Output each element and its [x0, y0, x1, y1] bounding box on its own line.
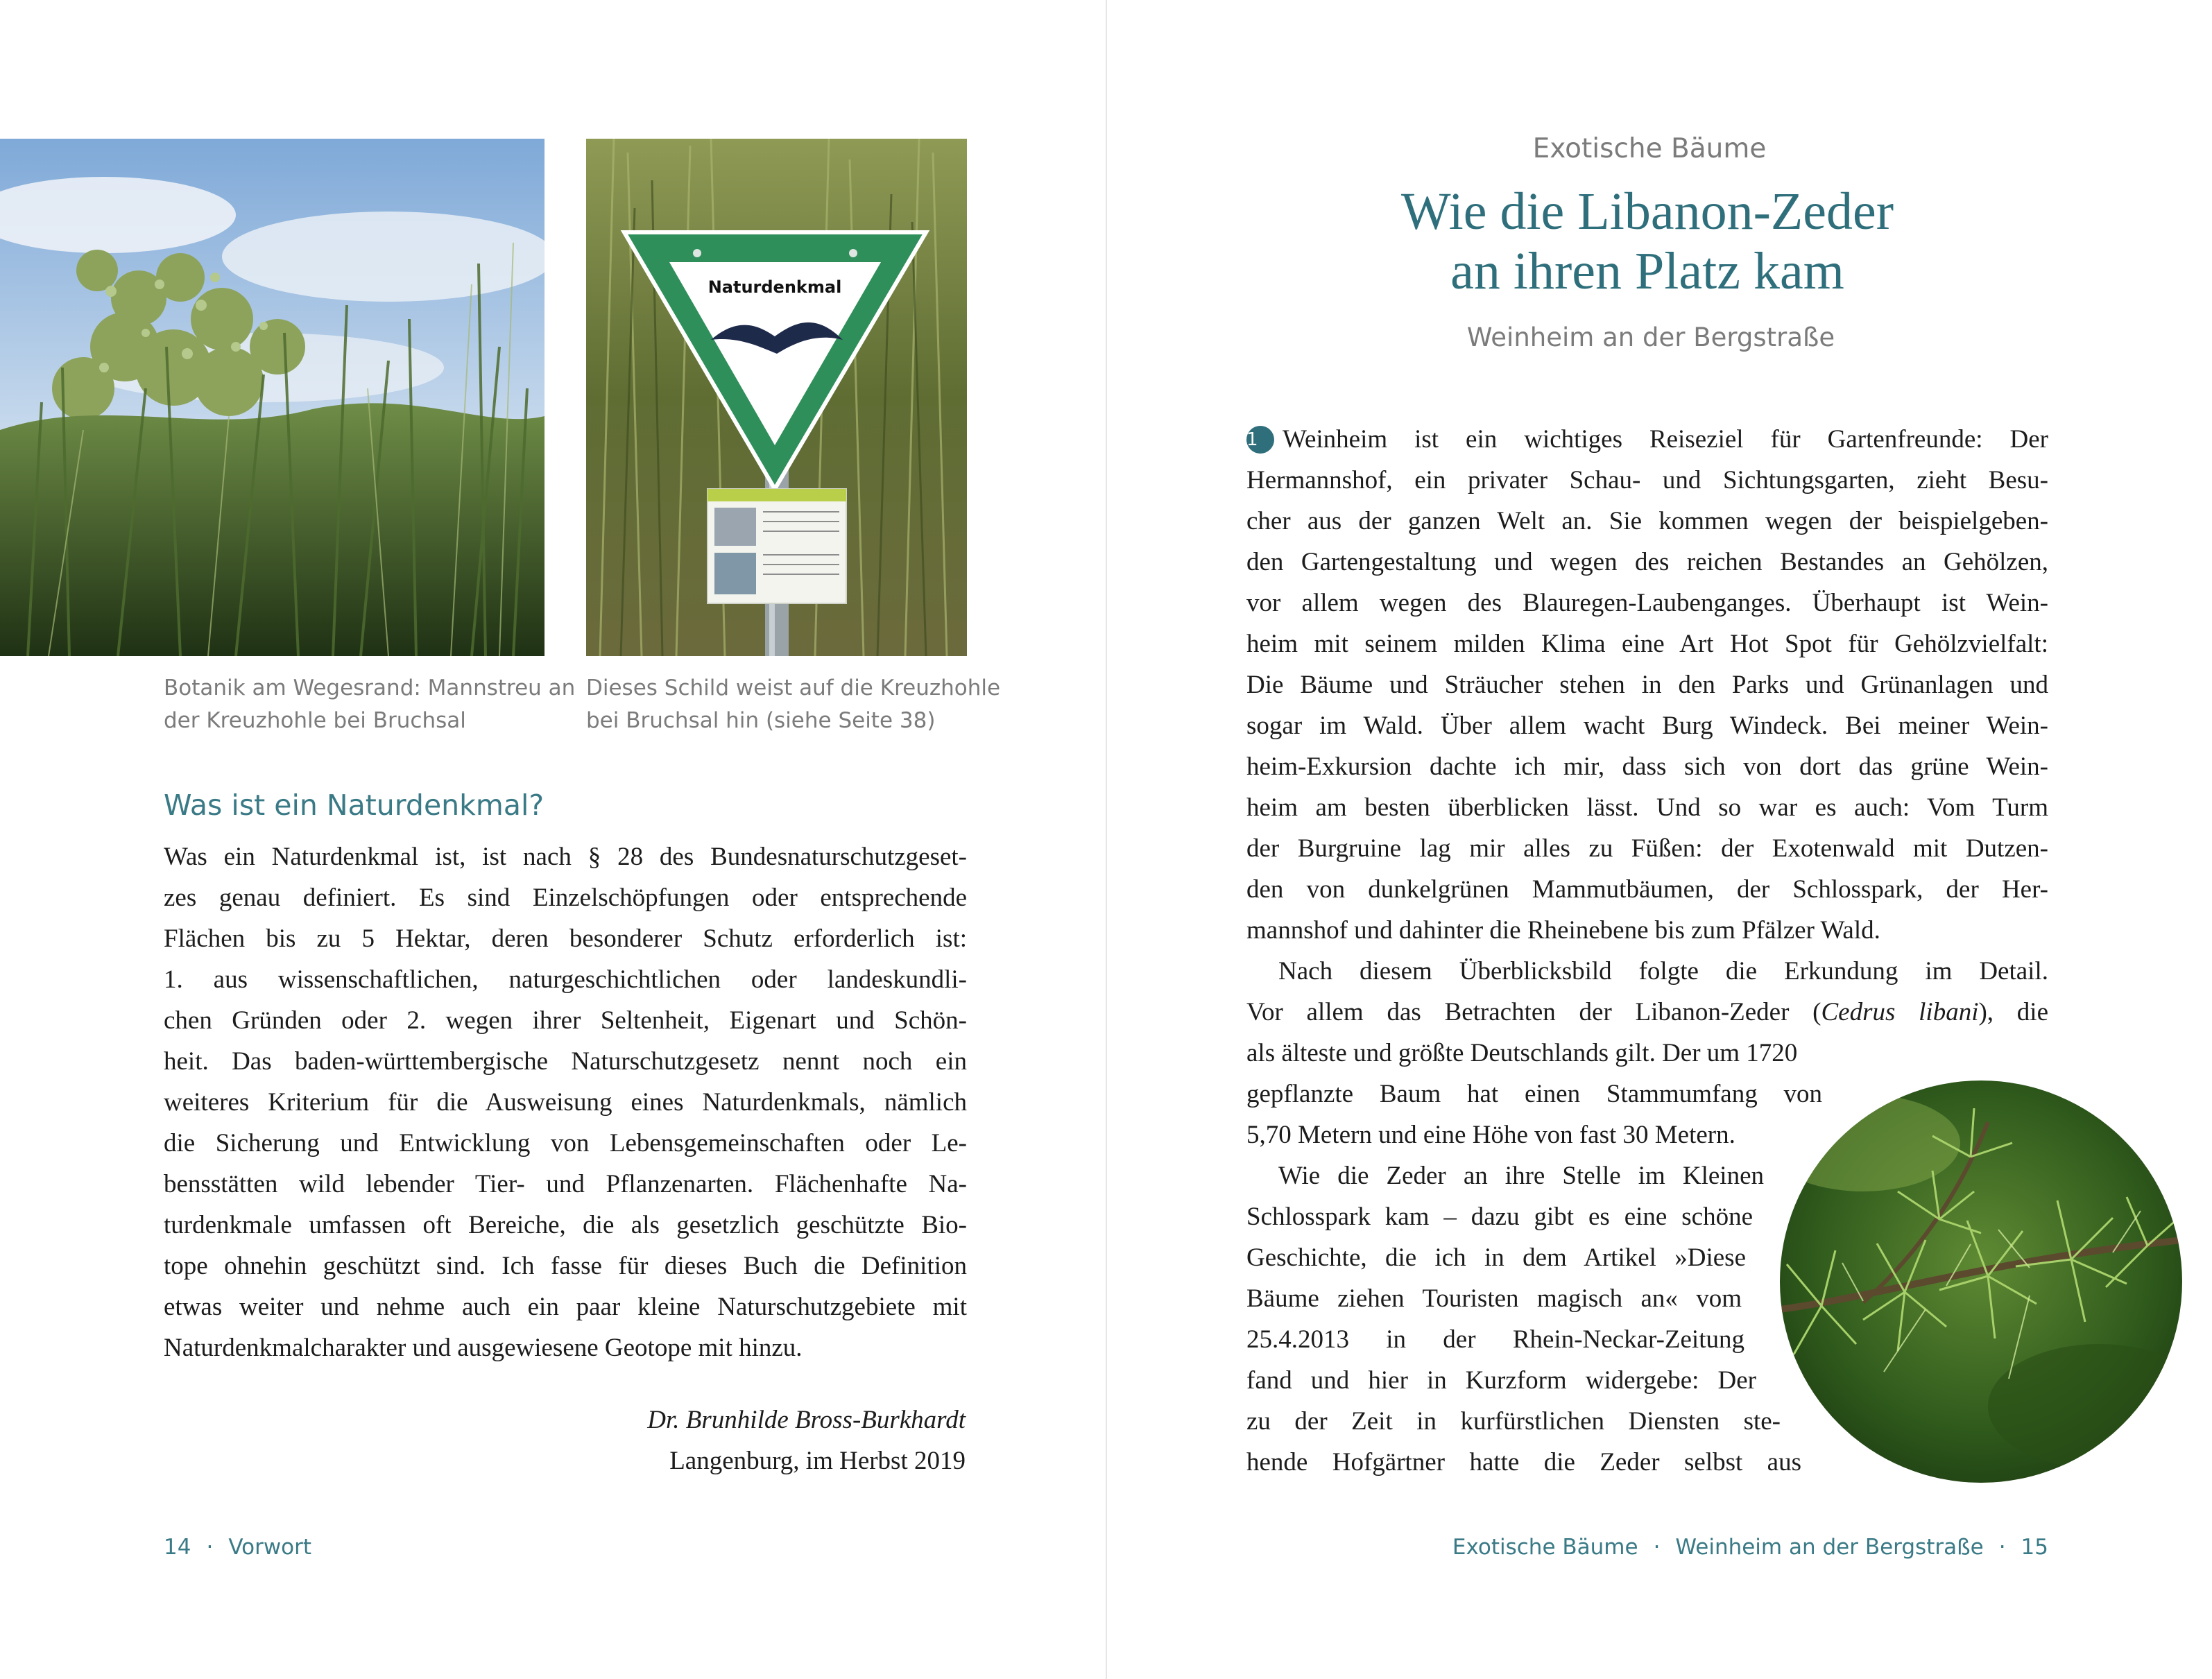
body-line: turdenkmale umfassen oft Bereiche, die als gesetzlich geschützte Bio-: [164, 1211, 967, 1239]
body-line: tope ohnehin geschützt sind. Ich fasse für dieses Buch die Definition: [164, 1252, 967, 1280]
body-line: mannshof und dahinter die Rheinebene bis zum Pfälzer Wald.: [1246, 916, 1880, 945]
body-line: heim am besten überblicken lässt. Und so war es auch: Vom Turm: [1246, 793, 2048, 822]
folio-separator-1: ·: [1653, 1535, 1661, 1560]
page-number: 15: [2021, 1535, 2048, 1560]
section-heading: Was ist ein Naturdenkmal?: [164, 789, 545, 822]
left-body-text: [164, 836, 967, 1368]
title-line: Wie die Libanon-Zeder: [1400, 182, 1894, 241]
body-line: die Sicherung und Entwicklung von Lebensgemeinschaften oder Le-: [164, 1129, 967, 1157]
wild-plant-photo-icon: [0, 139, 545, 656]
signature-place: Langenburg, im Herbst 2019: [669, 1447, 966, 1475]
body-line-text: ), die: [1978, 998, 2049, 1026]
body-line: Wie die Zeder an ihre Stelle im Kleinen: [1278, 1162, 1764, 1190]
body-line: 1. aus wissenschaftlichen, naturgeschichtlichen oder landeskundli-: [164, 965, 967, 994]
body-line: etwas weiter und nehme auch ein paar kleine Naturschutzgebiete mit: [164, 1293, 967, 1321]
caption-sign: [586, 672, 1000, 737]
body-line: Flächen bis zu 5 Hektar, deren besonderer Schutz erforderlich ist:: [164, 924, 967, 953]
body-line: chen Gründen oder 2. wegen ihrer Seltenheit, Eigenart und Schön-: [164, 1006, 967, 1035]
body-line: 5,70 Metern und eine Höhe von fast 30 Metern.: [1246, 1121, 1735, 1149]
body-line: hende Hofgärtner hatte die Zeder selbst aus: [1246, 1448, 1801, 1476]
photo-naturdenkmal-sign: [586, 139, 967, 656]
nature-monument-sign-photo-icon: [586, 139, 967, 656]
body-line: Naturdenkmalcharakter und ausgewiesene Geotope mit hinzu.: [164, 1334, 803, 1362]
body-line: Bäume ziehen Touristen magisch an« vom: [1246, 1284, 1742, 1313]
body-line: den von dunkelgrünen Mammutbäumen, der Schlosspark, der Her-: [1246, 875, 2048, 904]
signature-name: Dr. Brunhilde Bross-Burkhardt: [647, 1406, 966, 1434]
page-fold: [1106, 0, 1107, 1679]
body-line: bensstätten wild lebender Tier- und Pflanzenarten. Flächenhafte Na-: [164, 1170, 967, 1198]
body-line: [1246, 419, 2048, 460]
folio-left: [164, 1535, 311, 1560]
sign-label: Naturdenkmal: [708, 277, 842, 297]
body-line: weiteres Kriterium für die Ausweisung eines Naturdenkmals, nämlich: [164, 1088, 967, 1117]
body-line: Hermannshof, ein privater Schau- und Sichtungsgarten, zieht Besu-: [1246, 466, 2048, 494]
body-line: den Gartengestaltung und wegen des reichen Bestandes an Gehölzen,: [1246, 548, 2048, 576]
folio-separator-2: ·: [1998, 1535, 2006, 1560]
body-line: vor allem wegen des Blauregen-Laubenganges. Überhaupt ist Wein-: [1246, 589, 2048, 617]
body-line: zes genau definiert. Es sind Einzelschöpfungen oder entsprechende: [164, 884, 967, 912]
cedar-needles-photo-icon: [1780, 1080, 2182, 1483]
body-line: Schlosspark kam – dazu gibt es eine schöne: [1246, 1203, 1753, 1231]
chapter-title: [1249, 182, 2046, 301]
photo-cedar-needles: [1780, 1080, 2182, 1483]
body-line: Die Bäume und Sträucher stehen in den Parks und Grünanlagen und: [1246, 671, 2048, 699]
body-line: cher aus der ganzen Welt an. Sie kommen wegen der beispielgeben-: [1246, 507, 2048, 535]
body-line: Was ein Naturdenkmal ist, ist nach § 28 des Bundesnaturschutzgeset-: [164, 843, 967, 871]
body-line-text: Vor allem das Betrachten der Libanon-Zeder (: [1246, 998, 1821, 1026]
body-line-text: Weinheim ist ein wichtiges Reiseziel für Gartenfreunde: Der: [1283, 425, 2048, 454]
signature: [647, 1400, 966, 1481]
body-line: sogar im Wald. Über allem wacht Burg Windeck. Bei meiner Wein-: [1246, 712, 2048, 740]
body-line: der Burgruine lag mir alles zu Füßen: der Exotenwald mit Dutzen-: [1246, 834, 2048, 863]
body-line: gepflanzte Baum hat einen Stammumfang von: [1246, 1080, 1822, 1108]
body-line: heim mit seinem milden Klima eine Art Hot Spot für Gehölzvielfalt:: [1246, 630, 2048, 658]
body-line: Nach diesem Überblicksbild folgte die Erkundung im Detail.: [1278, 957, 2048, 985]
body-line: fand und hier in Kurzform widergebe: Der: [1246, 1366, 1756, 1395]
caption-wild-plant: [164, 672, 575, 737]
body-line: heit. Das baden-württembergische Naturschutzgesetz nennt noch ein: [164, 1047, 967, 1076]
folio-section: Exotische Bäume: [1452, 1535, 1638, 1560]
caption-line: Botanik am Wegesrand: Mannstreu an: [164, 675, 576, 700]
folio-right: [1452, 1535, 2048, 1560]
caption-line: bei Bruchsal hin (siehe Seite 38): [586, 708, 936, 733]
photo-wild-plant: [0, 139, 545, 656]
caption-line: der Kreuzhohle bei Bruchsal: [164, 708, 466, 733]
title-line: an ihren Platz kam: [1450, 242, 1844, 300]
caption-line: Dieses Schild weist auf die Kreuzhohle: [586, 675, 1001, 700]
body-line: zu der Zeit in kurfürstlichen Diensten ste-: [1246, 1407, 1781, 1436]
folio-location: Weinheim an der Bergstraße: [1675, 1535, 1984, 1560]
species-name: Cedrus libani: [1821, 998, 1979, 1026]
location-marker-badge: 1: [1246, 426, 1274, 454]
body-line: Geschichte, die ich in dem Artikel »Diese: [1246, 1243, 1746, 1272]
body-line: heim-Exkursion dachte ich mir, dass sich von dort das grüne Wein-: [1246, 752, 2048, 781]
body-line: als älteste und größte Deutschlands gilt. Der um 1720: [1246, 1039, 1798, 1067]
chapter-kicker: Exotische Bäume: [1532, 133, 1767, 164]
folio-separator: ·: [206, 1535, 214, 1560]
body-line: [1246, 992, 2048, 1033]
page-number: 14: [164, 1535, 191, 1560]
folio-section: Vorwort: [228, 1535, 312, 1560]
body-line: 25.4.2013 in der Rhein-Neckar-Zeitung: [1246, 1325, 1744, 1354]
chapter-location: Weinheim an der Bergstraße: [1466, 322, 1835, 352]
